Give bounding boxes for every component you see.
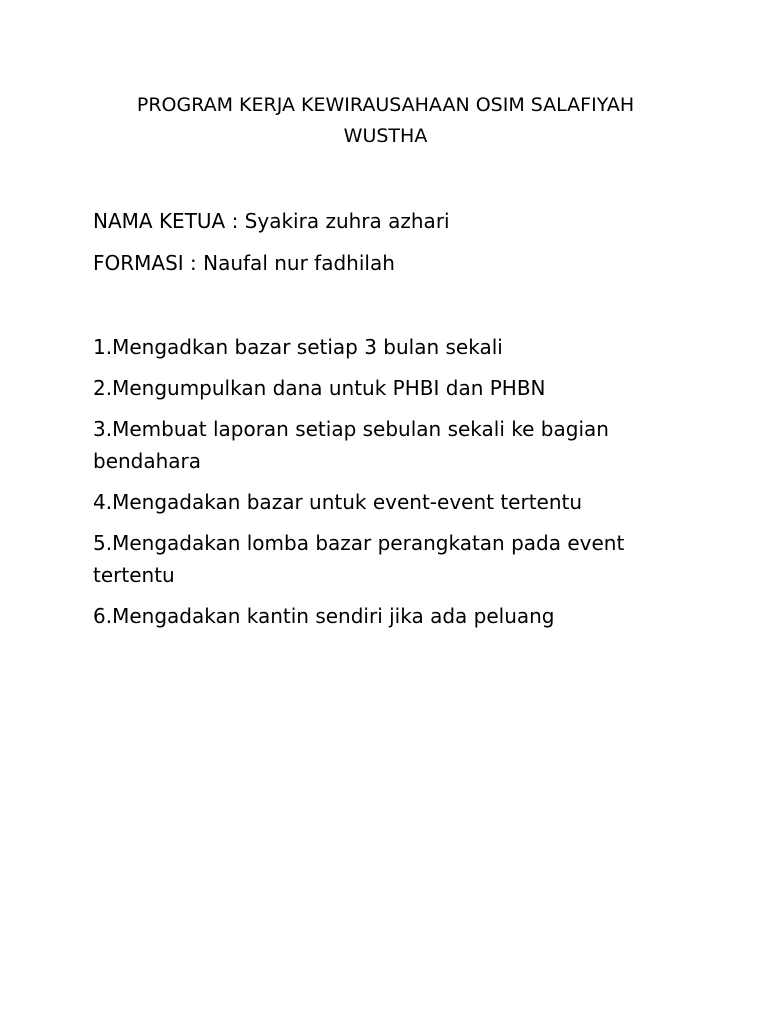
ketua-line: NAMA KETUA : Syakira zuhra azhari bbox=[93, 209, 450, 233]
list-item: 4.Mengadakan bazar untuk event-event tertentu bbox=[93, 490, 583, 514]
document-title: PROGRAM KERJA KEWIRAUSAHAAN OSIM SALAFIYAH WUSTHA bbox=[136, 94, 635, 147]
list-item: 6.Mengadakan kantin sendiri jika ada peluang bbox=[93, 604, 555, 628]
formasi-line: FORMASI : Naufal nur fadhilah bbox=[93, 251, 395, 275]
list-item: 5.Mengadakan lomba bazar perangkatan pada event tertentu bbox=[93, 531, 625, 587]
list-item: 2.Mengumpulkan dana untuk PHBI dan PHBN bbox=[93, 376, 546, 400]
list-item: 1.Mengadkan bazar setiap 3 bulan sekali bbox=[93, 335, 503, 359]
list-item: 3.Membuat laporan setiap sebulan sekali ke bagian bendahara bbox=[93, 417, 609, 473]
program-list bbox=[93, 331, 678, 632]
